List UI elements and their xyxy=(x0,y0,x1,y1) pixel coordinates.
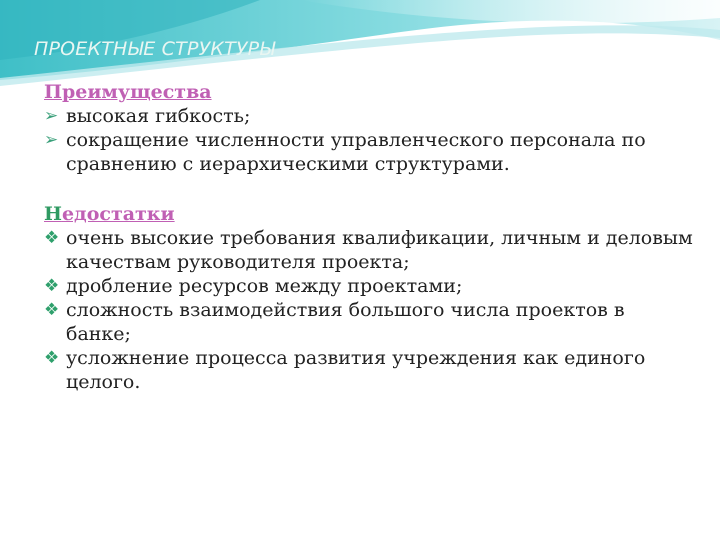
disadvantages-heading xyxy=(44,202,694,226)
list-item xyxy=(44,104,694,128)
arrow-bullet-icon: ➢ xyxy=(44,130,59,150)
list-item-text: усложнение процесса развития учреждения как единого целого. xyxy=(66,347,646,393)
advantages-heading: Преимущества xyxy=(44,81,212,103)
list-item xyxy=(44,346,694,394)
diamond-bullet-icon: ❖ xyxy=(44,276,60,296)
list-item xyxy=(44,128,694,176)
disadvantages-heading-initial: Н xyxy=(44,203,62,225)
list-item xyxy=(44,226,694,274)
list-item-text: сложность взаимодействия большого числа проектов в банке; xyxy=(66,299,625,345)
list-item xyxy=(44,298,694,346)
disadvantages-list xyxy=(44,226,694,394)
section-spacer xyxy=(44,176,694,202)
list-item xyxy=(44,274,694,298)
list-item-text: дробление ресурсов между проектами; xyxy=(66,275,463,297)
diamond-bullet-icon: ❖ xyxy=(44,228,60,248)
diamond-bullet-icon: ❖ xyxy=(44,300,60,320)
list-item-text: высокая гибкость; xyxy=(66,105,251,127)
advantages-list xyxy=(44,104,694,176)
slide-content xyxy=(44,80,694,394)
arrow-bullet-icon: ➢ xyxy=(44,106,59,126)
slide-title: ПРОЕКТНЫЕ СТРУКТУРЫ xyxy=(34,38,276,60)
diamond-bullet-icon: ❖ xyxy=(44,348,60,368)
list-item-text: сокращение численности управленческого персонала по сравнению с иерархическими структурами. xyxy=(66,129,646,175)
disadvantages-heading-rest: едостатки xyxy=(61,203,175,225)
list-item-text: очень высокие требования квалификации, личным и деловым качествам руководителя проекта; xyxy=(66,227,693,273)
